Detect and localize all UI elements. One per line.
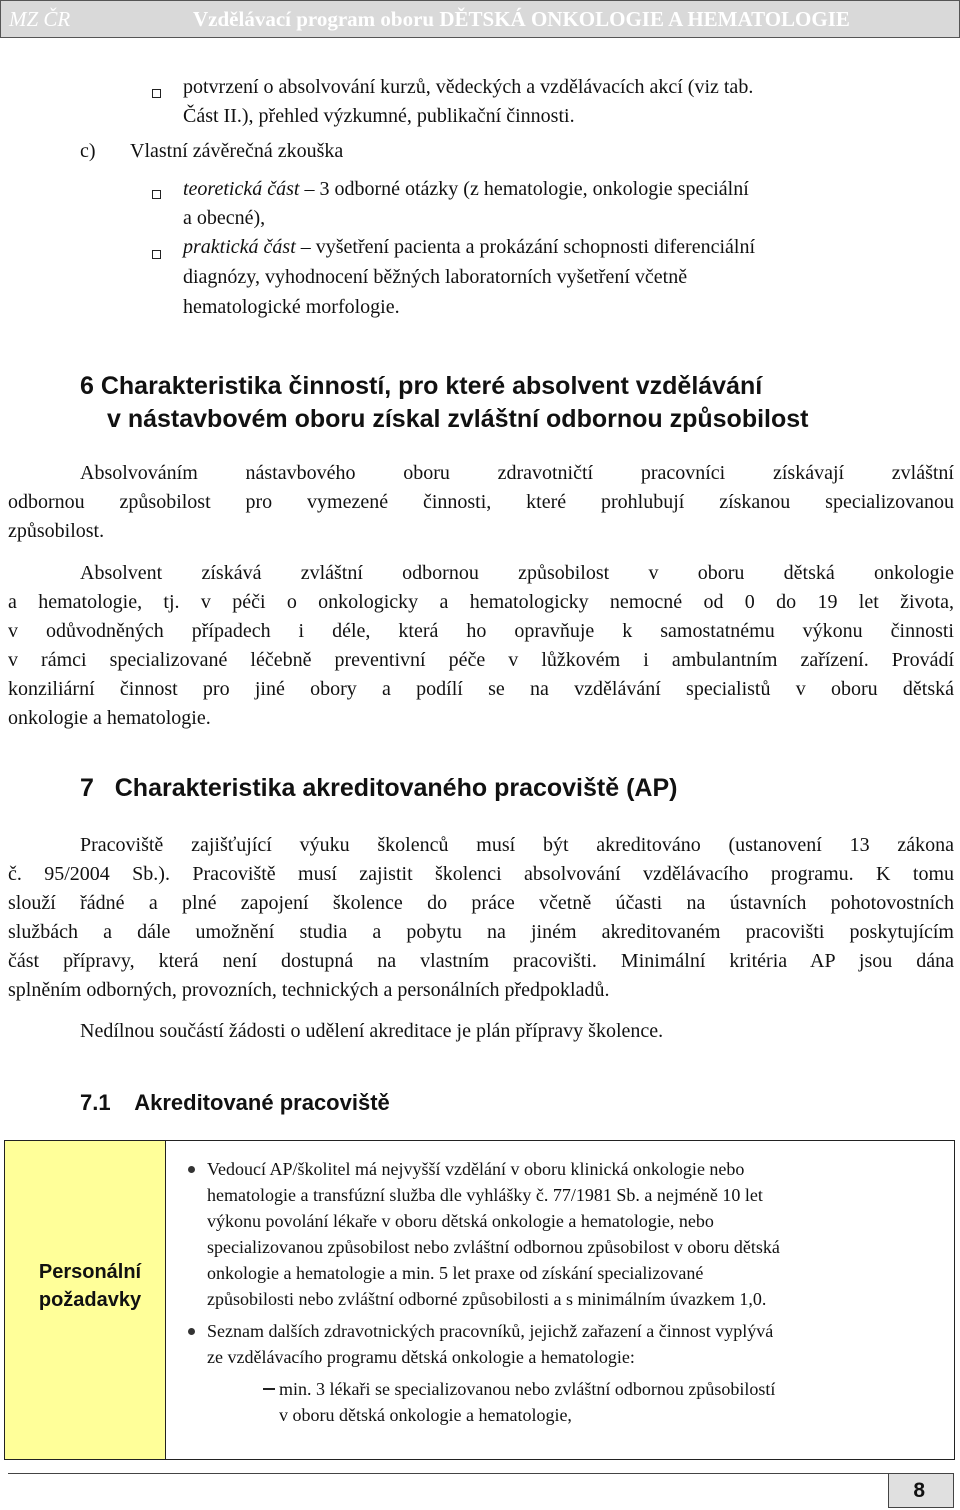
table-label-cell	[5, 1141, 166, 1459]
table-bullet2-line: Seznam dalších zdravotnických pracovníků, jejichž zařazení a činnost vyplývá	[207, 1321, 774, 1341]
table-bullet1-line: specializovanou způsobilost nebo zvláštní odbornou způsobilost v oboru dětská	[207, 1237, 780, 1257]
bullet-dot-icon	[188, 1166, 195, 1173]
table-bullet2-line: ze vzdělávacího programu dětská onkologie a hematologie:	[207, 1347, 635, 1367]
header-title: Vzdělávací program oboru DĚTSKÁ ONKOLOGIE A HEMATOLOGIE	[193, 7, 850, 31]
section6-paragraph1	[8, 459, 954, 546]
label-line: Personální	[38, 1261, 142, 1283]
paragraph-line: v odůvodněných případech i déle, která ho opravňuje k samostatnému výkonu činnosti	[8, 620, 954, 642]
requirements-table	[4, 1140, 955, 1460]
paragraph-line: část přípravy, která není dostupná na vlastním pracovišti. Minimální kritéria AP jsou dána	[8, 950, 954, 972]
paragraph-line: a hematologie, tj. v péči o onkologicky a hematologicky nemocné od 0 do 19 let života,	[8, 591, 954, 613]
practical-part-line2: diagnózy, vyhodnocení běžných laboratorních vyšetření včetně	[183, 266, 688, 288]
paragraph-line: službách a dále umožnění studia a pobytu na jiném akreditovaném pracovišti poskytujícím	[8, 921, 954, 943]
square-bullet-icon	[152, 89, 161, 98]
paragraph-line: č. 95/2004 Sb.). Pracoviště musí zajistit školenci absolvování vzdělávacího programu. K tomu	[8, 863, 954, 885]
table-bullet1-line: Vedoucí AP/školitel má nejvyšší vzdělání v oboru klinická onkologie nebo	[207, 1159, 745, 1179]
theory-part-line2: a obecné),	[183, 207, 266, 229]
paragraph-line: slouží řádné a plné zapojení školence do práce včetně účasti na ústavních pohotovostních	[8, 892, 954, 914]
paragraph-line: konziliární činnost pro jiné obory a podílí se na vzdělávání specialistů v oboru dětská	[8, 678, 954, 700]
page-header	[0, 0, 960, 38]
bullet-dot-icon	[188, 1328, 195, 1335]
intro-item1-line1: potvrzení o absolvování kurzů, vědeckých a vzdělávacích akcí (viz tab.	[183, 76, 754, 98]
practical-part-line1	[183, 233, 755, 261]
intro-item1-line2: Část II.), přehled výzkumné, publikační činnosti.	[183, 105, 575, 127]
paragraph-line: Absolvováním nástavbového oboru zdravotničtí pracovníci získávají zvláštní	[80, 462, 954, 484]
square-bullet-icon	[152, 190, 161, 199]
personnel-requirements-label	[25, 1258, 155, 1314]
paragraph-line: způsobilost.	[8, 520, 105, 542]
footer-divider	[8, 1473, 954, 1474]
practical-part-line3: hematologické morfologie.	[183, 296, 400, 318]
theory-part-label: teoretická část	[183, 178, 300, 200]
theory-part-text: – 3 odborné otázky (z hematologie, onkologie speciální	[299, 178, 749, 200]
table-bullet1-line: onkologie a hematologie a min. 5 let praxe od získání specializované	[207, 1263, 704, 1283]
header-ministry: MZ ČR	[9, 7, 71, 31]
paragraph-line: Pracoviště zajišťující výuku školenců musí být akreditováno (ustanovení 13 zákona	[80, 834, 954, 856]
table-dash-line: v oboru dětská onkologie a hematologie,	[279, 1405, 572, 1425]
practical-part-label: praktická část	[183, 236, 296, 258]
section6-heading-line2: v nástavbovém oboru získal zvláštní odbornou způsobilost	[107, 405, 809, 433]
page-number: 8	[888, 1474, 954, 1508]
dash-bullet-icon	[263, 1388, 275, 1390]
section6-paragraph2	[8, 559, 954, 733]
paragraph-line: splněním odborných, provozních, technických a personálních předpokladů.	[8, 979, 610, 1001]
table-dash-line: min. 3 lékaři se specializovanou nebo zvláštní odbornou způsobilostí	[279, 1379, 776, 1399]
practical-part-text: – vyšetření pacienta a prokázání schopnosti diferenciální	[295, 236, 756, 258]
section6-heading-line1: 6 Charakteristika činností, pro které absolvent vzdělávání	[80, 372, 763, 400]
theory-part-line1	[183, 175, 749, 203]
list-label-c: c)	[80, 140, 96, 162]
section7-paragraph1	[8, 831, 954, 1005]
paragraph-line: onkologie a hematologie.	[8, 707, 211, 729]
final-exam-heading: Vlastní závěrečná zkouška	[130, 140, 344, 162]
section7-heading: 7 Charakteristika akreditovaného pracoviště (AP)	[80, 774, 678, 802]
section7-1-heading: 7.1 Akreditované pracoviště	[80, 1090, 390, 1115]
label-line: požadavky	[38, 1289, 142, 1311]
table-bullet1-line: výkonu povolání lékaře v oboru dětská onkologie a hematologie, nebo	[207, 1211, 714, 1231]
paragraph-line: odbornou způsobilost pro vymezené činnosti, které prohlubují získanou specializovanou	[8, 491, 954, 513]
table-bullet1-line: hematologie a transfúzní služba dle vyhlášky č. 77/1981 Sb. a nejméně 10 let	[207, 1185, 763, 1205]
square-bullet-icon	[152, 250, 161, 259]
section7-paragraph2: Nedílnou součástí žádosti o udělení akreditace je plán přípravy školence.	[80, 1020, 664, 1042]
table-bullet1-line: způsobilosti nebo zvláštní odborné způsobilosti a s minimálním úvazkem 1,0.	[207, 1289, 767, 1309]
paragraph-line: v rámci specializované léčebně preventivní péče v lůžkovém i ambulantním zařízení. Provádí	[8, 649, 954, 671]
paragraph-line: Absolvent získává zvláštní odbornou způsobilost v oboru dětská onkologie	[80, 562, 954, 584]
